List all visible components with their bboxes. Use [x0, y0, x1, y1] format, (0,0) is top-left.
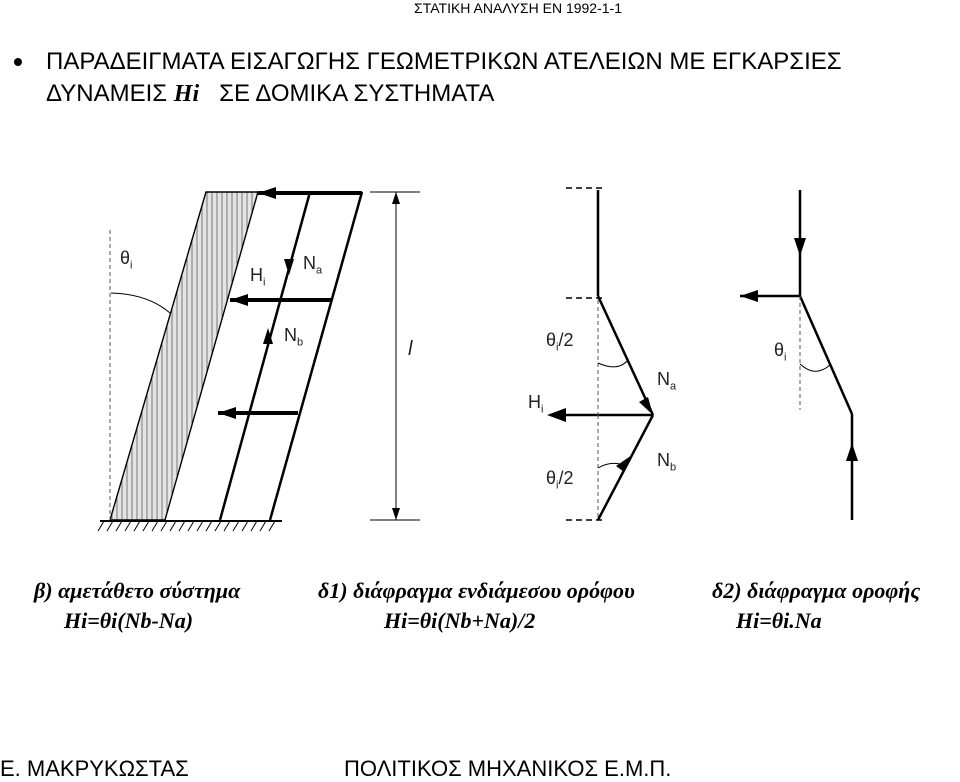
label-theta-half-bottom: $\theta_i/2$	[546, 468, 574, 492]
header-course-title: ΣΤΑΤΙΚΗ ΑΝΑΛΥΣΗ ΕΝ 1992-1-1	[414, 0, 622, 16]
bracing-wall	[110, 192, 258, 520]
label-hi-left: $H_i$	[250, 265, 266, 289]
hi-arrow-right	[740, 290, 758, 302]
top-beam-arrow	[258, 187, 276, 199]
mid-force-arrow	[230, 294, 248, 306]
label-na-left: $N_a$	[303, 253, 323, 277]
left-diagram	[98, 187, 420, 531]
top-load-arrow	[794, 238, 806, 256]
label-theta-half-top: $\theta_i/2$	[546, 330, 574, 354]
title-line-1: ΠΑΡΑΔΕΙΓΜΑΤΑ ΕΙΣΑΓΩΓΗΣ ΓΕΩΜΕΤΡΙΚΩΝ ΑΤΕΛΕΙΩΝ ΜΕ ΕΓΚΑΡΣΙΕΣ	[46, 48, 842, 75]
label-na-mid: $N_a$	[657, 369, 677, 393]
na-arrow	[284, 259, 294, 275]
label-nb-left: $N_b$	[284, 325, 304, 349]
caption-beta-title: β) αμετάθετο σύστημα	[34, 578, 241, 603]
label-theta-right: $\theta_i$	[774, 340, 787, 364]
ground-hatch	[98, 521, 275, 531]
inclined-member-right	[800, 296, 852, 414]
footer-title: ΠΟΛΙΤΙΚΟΣ ΜΗΧΑΝΙΚΟΣ Ε.Μ.Π.	[344, 756, 672, 781]
title-line-2-a: ΔΥΝΑΜΕΙΣ	[46, 80, 168, 107]
hi-arrow-mid	[547, 408, 566, 422]
label-theta-left: $\theta_i$	[120, 248, 133, 272]
label-hi-mid: $H_i$	[528, 392, 544, 416]
title-line-2-hi: Hi	[173, 81, 200, 107]
caption-delta1-title: δ1) διάφραγμα ενδιάμεσου ορόφου	[318, 578, 635, 603]
caption-delta1-formula: Hi=θi(Nb+Na)/2	[384, 608, 536, 633]
label-nb-mid: $N_b$	[657, 450, 677, 474]
right-diagram	[740, 190, 858, 520]
caption-delta2-title: δ2) διάφραγμα οροφής	[712, 578, 921, 603]
label-length: l	[408, 338, 413, 360]
na-arrow-mid	[639, 397, 653, 415]
column-b	[270, 192, 362, 520]
caption-beta-formula: Hi=θi(Nb-Na)	[64, 608, 194, 633]
low-force-arrow	[218, 407, 236, 419]
theta-arc	[111, 293, 170, 313]
title-line-2-b: ΣΕ ΔΟΜΙΚΑ ΣΥΣΤΗΜΑΤΑ	[219, 80, 495, 107]
caption-delta2-formula: Hi=θi.Na	[736, 608, 822, 633]
footer-author: Ε. ΜΑΚΡΥΚΩΣΤΑΣ	[0, 756, 189, 781]
bottom-load-arrow	[846, 443, 858, 461]
upper-inclined-member	[598, 296, 653, 415]
